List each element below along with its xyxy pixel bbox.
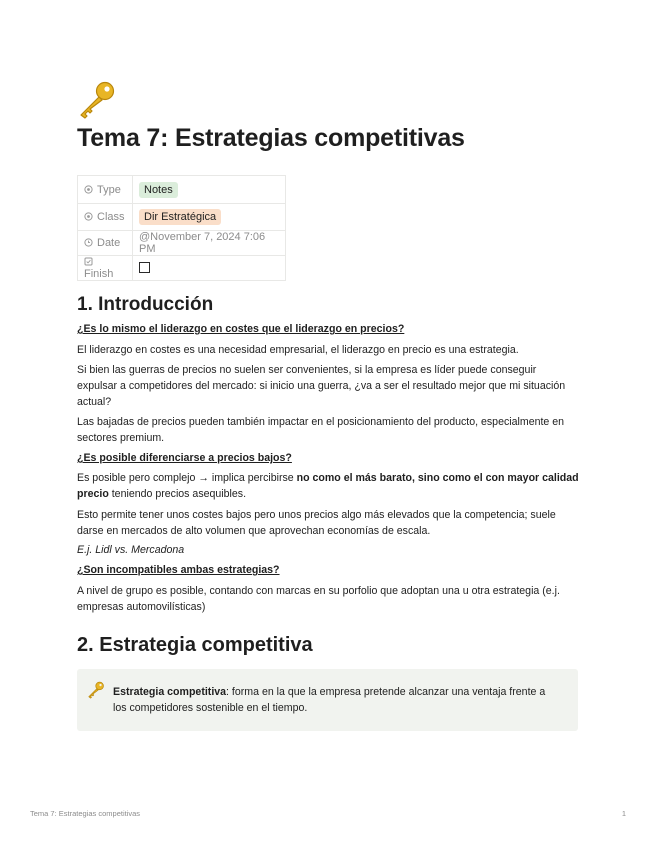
- section-heading-estrategia: 2. Estrategia competitiva: [77, 634, 313, 656]
- date-value[interactable]: @November 7, 2024 7:06 PM: [139, 231, 266, 255]
- clock-icon: [84, 238, 93, 247]
- property-label: Class: [97, 211, 125, 223]
- property-label: Type: [97, 183, 121, 196]
- finish-checkbox[interactable]: [139, 262, 150, 273]
- callout-text: Estrategia competitiva: forma en la que la empresa pretende alcanzar una ventaja frente a los competidores sostenible en el tiempo.: [113, 686, 546, 714]
- paragraph: El liderazgo en costes es una necesidad empresarial, el liderazgo en precio es una estrategia.: [77, 344, 519, 356]
- paragraph: Si bien las guerras de precios no suelen ser convenientes, si la empresa es líder puede conseguir expulsar a competidores del mercado: si inicio una guerra, ¿va a ser el resultado mejor que mi situación actual?: [77, 364, 566, 408]
- paragraph: A nivel de grupo es posible, contando con marcas en su porfolio que adoptan una u otra estrategia (e.j. empresas automovilísticas): [77, 585, 560, 613]
- status-icon: [84, 212, 93, 221]
- page-number: 1: [621, 809, 626, 818]
- property-row-class: [78, 204, 286, 231]
- property-label: Finish: [84, 268, 114, 280]
- property-row-date: [78, 231, 286, 256]
- section-heading-introduccion: 1. Introducción: [77, 294, 214, 315]
- key-icon: [87, 681, 105, 699]
- property-row-type: [78, 176, 286, 204]
- callout-box: [77, 669, 578, 731]
- question-heading: ¿Es posible diferenciarse a precios bajos?: [77, 452, 292, 464]
- paragraph: Es posible pero complejo → implica percibirse no como el más barato, sino como el con mayor calidad precio teniendo precios asequibles.: [77, 472, 579, 500]
- paragraph: Esto permite tener unos costes bajos pero unos precios algo más elevados que la competencia; suele darse en mercados de alto volumen que aprovechan economías de escala.: [77, 509, 556, 537]
- class-tag[interactable]: Dir Estratégica: [139, 209, 221, 225]
- paragraph-example: E.j. Lidl vs. Mercadona: [77, 544, 185, 556]
- footer-title: Tema 7: Estrategias competitivas: [30, 809, 141, 818]
- key-icon: [77, 80, 117, 120]
- property-row-finish: [78, 256, 286, 281]
- page-title: Tema 7: Estrategias competitivas: [77, 124, 465, 152]
- question-heading: ¿Es lo mismo el liderazgo en costes que el liderazgo en precios?: [77, 323, 405, 335]
- status-icon: [84, 185, 93, 194]
- properties-table: [77, 175, 286, 281]
- question-heading: ¿Son incompatibles ambas estrategias?: [77, 564, 280, 576]
- checkbox-icon: [84, 257, 93, 266]
- paragraph: Las bajadas de precios pueden también impactar en el posicionamiento del producto, especialmente en sectores premium.: [77, 416, 565, 444]
- type-tag[interactable]: Notes: [139, 182, 178, 198]
- property-label: Date: [97, 237, 121, 249]
